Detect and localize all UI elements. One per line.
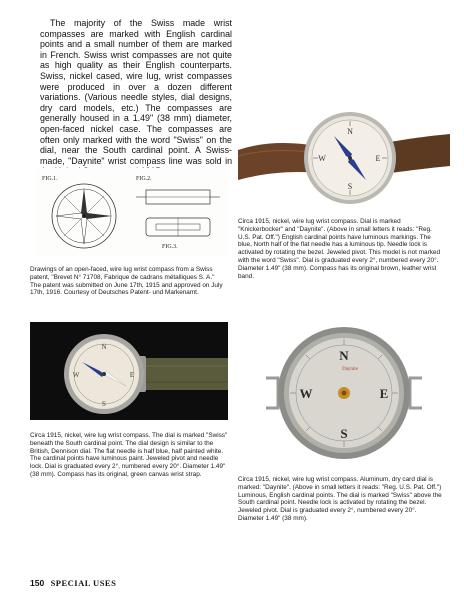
page-number: 150 xyxy=(30,578,45,588)
fig3-label: FIG.3. xyxy=(162,244,178,250)
compass-image-2 xyxy=(30,322,228,420)
photo-knickerbocker-compass xyxy=(238,96,450,216)
photo-daynite-dry-card-compass xyxy=(238,322,450,464)
patent-caption: Drawings of an open-faced, wire lug wrist compass from a Swiss patent, "Brevet N° 71708, Fabrique de cadrans métalliques S. A." The patent was submitted on June 17th, 1915 and approved on July 17th, 1916. Courtesy of Deutsches Patent- und Markenamt. xyxy=(30,266,223,297)
fig2-label: FIG.2. xyxy=(136,176,152,182)
intro-paragraph xyxy=(40,18,232,177)
svg-text:W: W xyxy=(318,154,326,163)
svg-text:S: S xyxy=(102,400,106,408)
photo2-caption: Circa 1915, nickel, wire lug wrist compass. The dial is marked "Swiss" beneath the South cardinal point. The dial design is similar to the British, Dennison dial. The flat needle is half blue, half painted white. The cardinal points have luminous paint. Jeweled pivot and needle lock. Dial is graduated every 2°, numbered every 20°. Diameter 1.49" (38 mm). Compass has its original, green canvas wrist strap. xyxy=(30,432,228,478)
dial-w-3: W xyxy=(299,386,313,401)
photo-swiss-green-strap-compass xyxy=(30,322,228,420)
svg-text:E: E xyxy=(129,371,135,379)
dial-daynite-label: Daynite xyxy=(342,367,358,372)
compass-image-1 xyxy=(238,96,450,216)
page-footer xyxy=(30,578,116,588)
svg-text:W: W xyxy=(72,371,80,379)
svg-text:S: S xyxy=(347,182,353,191)
section-title: SPECIAL USES xyxy=(50,578,117,588)
patent-drawing xyxy=(36,168,228,256)
dial-s-3: S xyxy=(340,426,348,441)
patent-figures xyxy=(36,168,228,256)
svg-text:N: N xyxy=(101,343,107,351)
svg-text:E: E xyxy=(375,154,381,163)
intro-text: The majority of the Swiss made wrist compasses are marked with English cardinal points and a small number of them are marked in French. Swiss wrist compasses are not quite as high quality as their English counterparts. Swiss, nickel cased, wire lug, wrist compasses were produced in over a dozen different variations. (Various needle styles, dial designs, dry card models, etc.) The compasses are generally housed in a 1.49" (38 mm) diameter, open-faced nickel case. The compasses are often only marked with the word "Swiss" on the dial, near the South cardinal point. A Swiss-made, "Daynite" wrist compass line was sold in xyxy=(40,18,232,166)
dial-n-1: N xyxy=(347,127,353,136)
compass-image-3 xyxy=(238,322,450,464)
photo1-caption: Circa 1915, nickel, wire lug wrist compass. Dial is marked "Knickerbocker" and "Daynite". (Above in small letters it reads: "Reg. U.S. Pat. Off.") English cardinal points have luminous markings. The blue, North half of the flat needle has a luminous tip. Needle lock is activated by rotating the bezel. Jeweled pivot. This model is not marked with the word "Swiss". Dial is graduated every 2°, numbered every 20°. Diameter 1.49" (38 mm). Compass has its original brown, leather wrist band. xyxy=(238,218,441,280)
dial-n-3: N xyxy=(339,348,349,363)
dial-e-3: E xyxy=(379,386,389,401)
fig1-label: FIG.1. xyxy=(42,176,58,182)
photo3-caption: Circa 1915, nickel, wire lug wrist compass. Aluminum, dry card dial is marked: "Daynite". (Above in small letters it reads: "Reg. U.S. Pat. Off.") Luminous, English cardinal points. The dial is marked "Swiss" above the South cardinal point. Needle lock is activated by rotating the bezel. Jeweled pivot. Dial is graduated every 2°, numbered every 20°. Diameter 1.49" (38 mm). xyxy=(238,476,442,522)
